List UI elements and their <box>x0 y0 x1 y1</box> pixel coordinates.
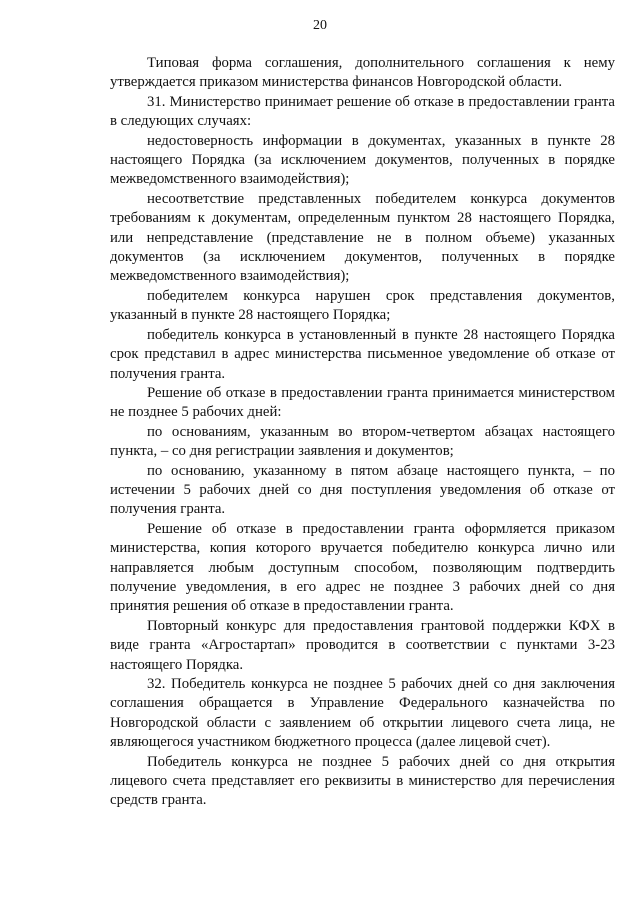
paragraph-template-approval: Типовая форма соглашения, дополнительного соглашения к нему утверждается приказом министерства финансов Новгородской области. <box>110 55 615 91</box>
paragraph-decision-order: Решение об отказе в предоставлении гранта оформляется приказом министерства, копия которого вручается победителю конкурса лично или направляется любым доступным способом, позволяющим подтвердить получение уведомления, в его адрес не позднее 3 рабочих дней со дня принятия решения об отказе в предоставлении гранта. <box>110 520 615 615</box>
paragraph-repeat-contest: Повторный конкурс для предоставления грантовой поддержки КФХ в виде гранта «Агростартап» проводится в соответствии с пунктами 3-23 настоящего Порядка. <box>110 617 615 673</box>
paragraph-decision-timing: Решение об отказе в предоставлении гранта принимается министерством не позднее 5 рабочих дней: <box>110 384 615 421</box>
document-body <box>110 54 615 811</box>
paragraph-ground-5: по основанию, указанному в пятом абзаце настоящего пункта, – по истечении 5 рабочих дней со дня поступления уведомления об отказе от получения гранта. <box>110 462 615 518</box>
paragraph-unreliable-info: недостоверность информации в документах, указанных в пункте 28 настоящего Порядка (за исключением документов, полученных в порядке межведомственного взаимодействия); <box>110 132 615 188</box>
paragraph-refusal-notice: победитель конкурса в установленный в пункте 28 настоящего Порядка срок представил в адрес министерства письменное уведомление об отказе от получения гранта. <box>110 326 615 382</box>
paragraph-clause-32: 32. Победитель конкурса не позднее 5 рабочих дней со дня заключения соглашения обращается в Управление Федерального казначейства по Новгородской области с заявлением об открытии лицевого счета лица, не являющегося участником бюджетного процесса (далее лицевой счет). <box>110 676 615 751</box>
paragraph-deadline-violation: победителем конкурса нарушен срок представления документов, указанный в пункте 28 настоящего Порядка; <box>110 287 615 324</box>
paragraph-account-details: Победитель конкурса не позднее 5 рабочих дней со дня открытия лицевого счета представляет его реквизиты в министерство для перечисления средств гранта. <box>110 753 615 809</box>
paragraph-clause-31: 31. Министерство принимает решение об отказе в предоставлении гранта в следующих случаях: <box>110 93 615 130</box>
paragraph-noncompliance: несоответствие представленных победителем конкурса документов требованиям к документам, определенным пунктом 28 настоящего Порядка, или непредставление (представление не в полном объеме) указанных документов (за исключением документов, полученных в порядке межведомственного взаимодействия); <box>110 190 615 285</box>
paragraph-grounds-2-4: по основаниям, указанным во втором-четвертом абзацах настоящего пункта, – со дня регистрации заявления и документов; <box>110 423 615 460</box>
page-number: 20 <box>313 18 327 33</box>
